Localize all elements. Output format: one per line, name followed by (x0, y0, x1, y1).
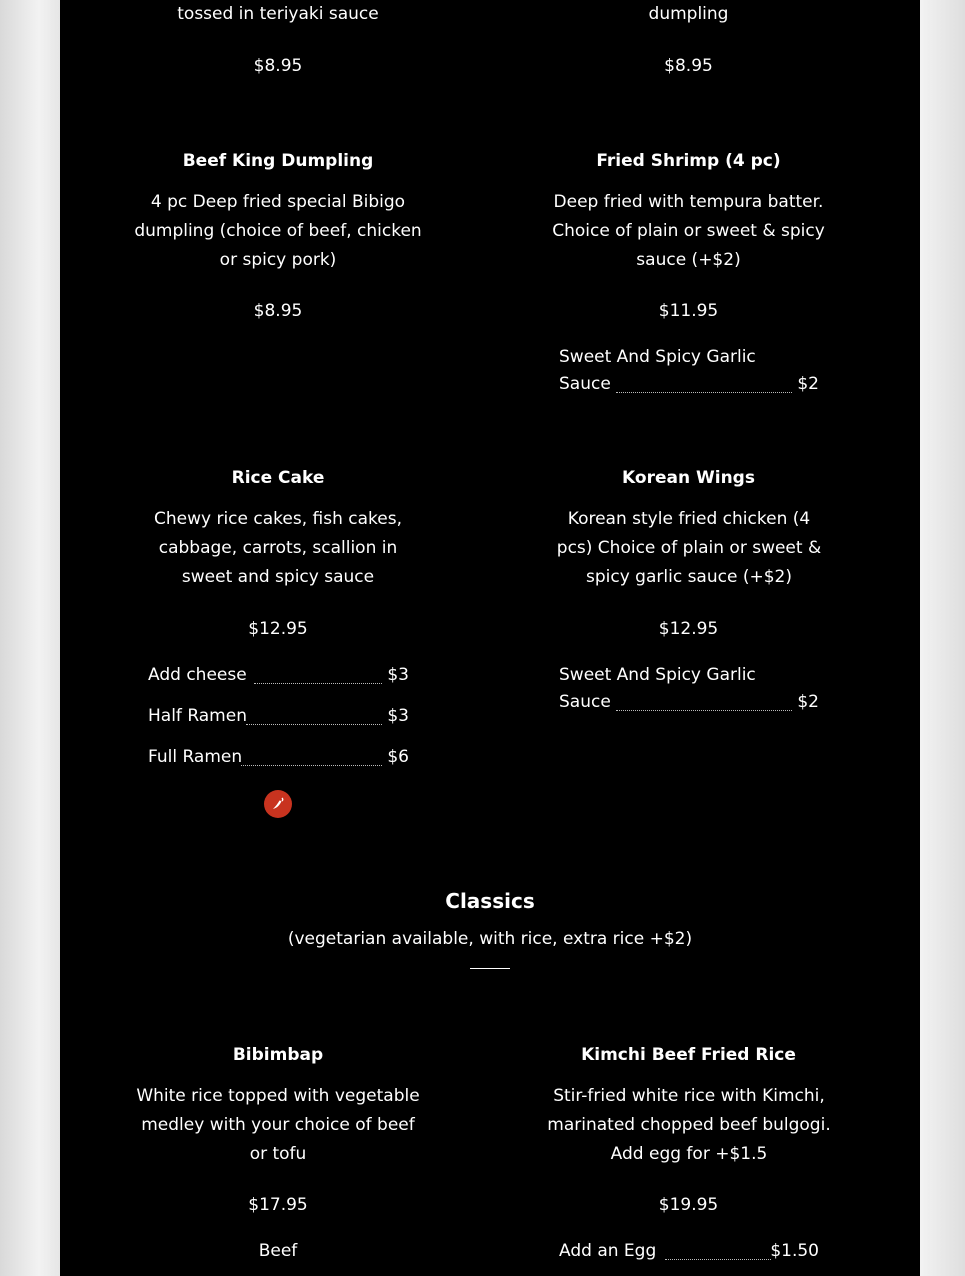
menu-item-price: $11.95 (658, 301, 719, 321)
menu-item-price: $8.95 (253, 56, 303, 76)
menu-option-price: $2 (797, 692, 819, 712)
menu-item-description: dumpling (648, 4, 729, 24)
section-subtitle: (vegetarian available, with rice, extra rice +$2) (287, 929, 693, 949)
menu-item-name: Bibimbap (232, 1045, 324, 1065)
menu-item-price: $19.95 (658, 1195, 719, 1215)
section-title: Classics (445, 889, 535, 913)
menu-option-label: Add an Egg (559, 1241, 657, 1261)
menu-option (559, 1238, 819, 1265)
menu-item-description: Korean style fried chicken (4 pcs) Choice of plain or sweet & spicy garlic sauce (+$2) (556, 509, 822, 587)
menu-item-price: $8.95 (253, 301, 303, 321)
menu-option-label: Add cheese (148, 665, 247, 685)
menu-option (148, 744, 409, 771)
menu-option (559, 662, 819, 718)
menu-option-label: Sweet And Spicy Garlic Sauce (559, 347, 756, 394)
menu-item-name: Beef King Dumpling (182, 151, 374, 171)
menu-option-price: $2 (797, 374, 819, 394)
chili-pepper-icon (264, 790, 292, 818)
menu-item-price: $12.95 (248, 619, 308, 639)
menu-option (559, 344, 819, 400)
menu-option (148, 662, 409, 689)
menu-option-price: $3 (387, 665, 409, 685)
menu-item-description: 4 pc Deep fried special Bibigo dumpling (choice of beef, chicken or spicy pork) (134, 192, 422, 270)
menu-item-name: Rice Cake (231, 468, 325, 488)
menu-item-description: Stir-fried white rice with Kimchi, marinated chopped beef bulgogi. Add egg for +$1.5 (547, 1086, 831, 1164)
section-divider (470, 968, 510, 969)
menu-item-description: tossed in teriyaki sauce (177, 4, 379, 24)
menu-panel (60, 0, 920, 1276)
menu-option (148, 703, 409, 730)
menu-option-label: Full Ramen (148, 747, 243, 767)
menu-option-price: $6 (387, 747, 409, 767)
menu-option-price: $1.50 (770, 1241, 819, 1261)
menu-item-price: $17.95 (248, 1195, 308, 1215)
dotted-leader (246, 724, 382, 725)
menu-item-name: Kimchi Beef Fried Rice (581, 1045, 796, 1065)
dotted-leader (254, 683, 382, 684)
menu-item-description: Deep fried with tempura batter. Choice of plain or sweet & spicy sauce (+$2) (552, 192, 825, 270)
menu-item-description: White rice topped with vegetable medley with your choice of beef or tofu (136, 1086, 420, 1164)
menu-item-name: Korean Wings (622, 468, 755, 488)
menu-option-price: $3 (387, 706, 409, 726)
dotted-leader (616, 710, 792, 711)
menu-item-name: Fried Shrimp (4 pc) (596, 151, 781, 171)
menu-item-price: $12.95 (658, 619, 719, 639)
menu-option-label: Beef (258, 1241, 298, 1261)
menu-item-description: Chewy rice cakes, fish cakes, cabbage, carrots, scallion in sweet and spicy sauce (154, 509, 402, 587)
menu-option-label: Half Ramen (148, 706, 247, 726)
menu-option-label: Sweet And Spicy Garlic Sauce (559, 665, 756, 712)
menu-item-price: $8.95 (664, 56, 713, 76)
dotted-leader (616, 392, 792, 393)
dotted-leader (665, 1259, 771, 1260)
dotted-leader (241, 765, 382, 766)
